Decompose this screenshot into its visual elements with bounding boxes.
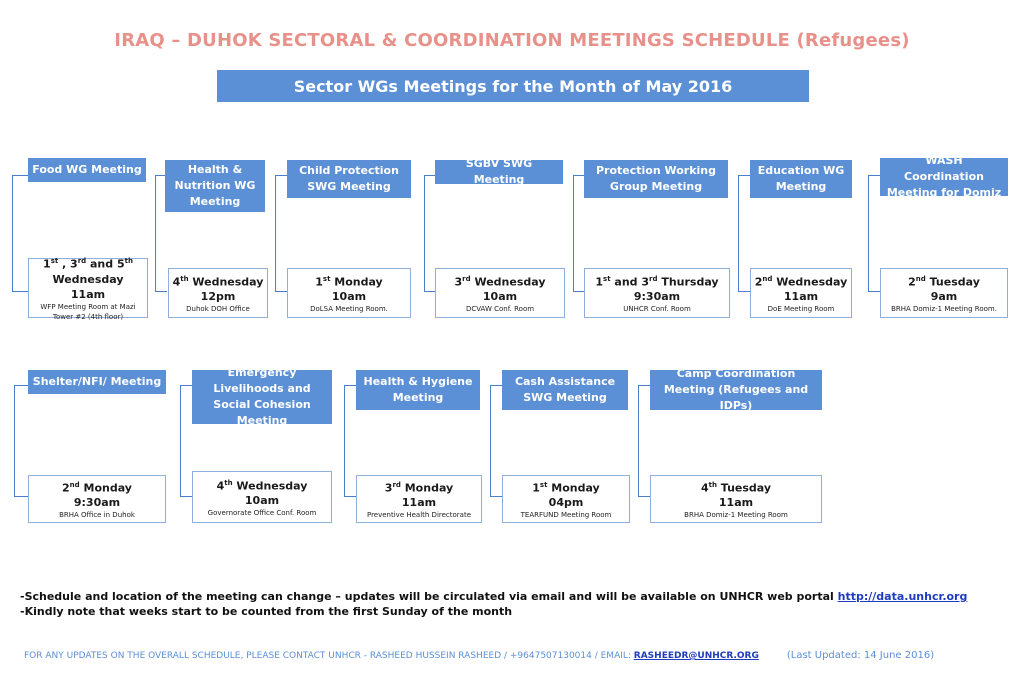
meeting-title-health-nutrition-wg-meeting: Health & Nutrition WG Meeting [165, 160, 265, 212]
meeting-time: 9:30am [633, 290, 681, 304]
meeting-time: 10am [331, 290, 367, 304]
meeting-location: WFP Meeting Room at Mazi Tower #2 (4th floor) [40, 302, 136, 321]
meeting-day: 1st Monday [532, 480, 600, 495]
note-weeks: -Kindly note that weeks start to be counted from the first Sunday of the month [20, 605, 513, 618]
meeting-location: DoLSA Meeting Room. [310, 305, 388, 314]
footer-contact: FOR ANY UPDATES ON THE OVERALL SCHEDULE, PLEASE CONTACT UNHCR - RASHEED HUSSEIN RASHEED / +9647507130014 / EMAIL: [24, 651, 634, 661]
meeting-location: BRHA Domiz-1 Meeting Room [684, 511, 788, 520]
footer [24, 650, 934, 661]
meeting-details-health-hygiene-meeting [356, 475, 482, 523]
meeting-day: 1st , 3rd and 5th [43, 257, 133, 271]
meeting-title-cash-assistance-swg-meeting: Cash Assistance SWG Meeting [502, 370, 628, 410]
page-title: IRAQ – DUHOK SECTORAL & COORDINATION MEETINGS SCHEDULE (Refugees) [114, 30, 910, 51]
meeting-day: 3rd Monday [384, 480, 454, 495]
note-schedule-change [20, 590, 967, 603]
meeting-day: 4th Wednesday [216, 478, 308, 493]
meeting-details-education-wg-meeting [750, 268, 852, 318]
meeting-location: UNHCR Conf. Room [623, 305, 691, 314]
meeting-time: 04pm [548, 496, 584, 510]
meeting-time: 11am [718, 496, 754, 510]
meeting-details-emergency-livelihoods-and-social-cohesion-meeting [192, 471, 332, 523]
meeting-title-camp-coordination-meeting-refugees-and-idps: Camp Coordination Meeting (Refugees and IDPs) [650, 370, 822, 410]
last-updated: (Last Updated: 14 June 2016) [786, 650, 935, 661]
meeting-details-shelter-nfi-meeting [28, 475, 166, 523]
meeting-day: 3rd Wednesday [454, 274, 546, 289]
meeting-title-wash-coordination-meeting-for-domiz: WASH Coordination Meeting for Domiz [880, 158, 1008, 196]
meeting-weekday: Wednesday [52, 272, 124, 286]
meeting-time: 9am [930, 290, 958, 304]
meeting-location: DCVAW Conf. Room [465, 305, 535, 314]
meeting-location: Preventive Health Directorate [366, 511, 472, 520]
meeting-title-child-protection-swg-meeting: Child Protection SWG Meeting [287, 160, 411, 198]
subtitle-banner: Sector WGs Meetings for the Month of May 2016 [217, 70, 809, 102]
meeting-title-shelter-nfi-meeting: Shelter/NFI/ Meeting [28, 370, 166, 394]
meeting-title-education-wg-meeting: Education WG Meeting [750, 160, 852, 198]
meeting-time: 10am [482, 290, 518, 304]
contact-email-link[interactable]: RASHEEDR@UNHCR.ORG [633, 651, 759, 661]
meeting-location: Governorate Office Conf. Room [207, 509, 317, 518]
meeting-day: 2nd Monday [62, 480, 132, 495]
meeting-location: BRHA Domiz-1 Meeting Room. [891, 305, 997, 314]
meeting-details-food-wg-meeting [28, 257, 148, 321]
meeting-title-emergency-livelihoods-and-social-cohesion-meeting: Emergency Livelihoods and Social Cohesion Meeting [192, 370, 332, 424]
meeting-title-food-wg-meeting: Food WG Meeting [28, 158, 146, 182]
meeting-details-wash-coordination-meeting-for-domiz [880, 268, 1008, 318]
meeting-details-sgbv-swg-meeting [435, 268, 565, 318]
meeting-day: 2nd Tuesday [908, 274, 980, 289]
meeting-time: 11am [783, 290, 819, 304]
meeting-location: TEARFUND Meeting Room [520, 511, 612, 520]
meeting-details-camp-coordination-meeting-refugees-and-idps [650, 475, 822, 523]
meeting-title-sgbv-swg-meeting: SGBV SWG Meeting [435, 160, 563, 184]
meeting-time: 11am [70, 287, 106, 301]
meeting-details-health-nutrition-wg-meeting [168, 268, 268, 318]
meeting-details-child-protection-swg-meeting [287, 268, 411, 318]
meeting-time: 9:30am [73, 496, 121, 510]
meeting-day: 1st Monday [315, 274, 383, 289]
meeting-details-protection-working-group-meeting [584, 268, 730, 318]
meeting-title-protection-working-group-meeting: Protection Working Group Meeting [584, 160, 728, 198]
meeting-location: DoE Meeting Room [767, 305, 835, 314]
meeting-day: 4th Tuesday [700, 480, 772, 495]
meeting-day: 2nd Wednesday [754, 274, 848, 289]
meeting-location: BRHA Office in Duhok [59, 511, 135, 520]
meeting-time: 11am [401, 496, 437, 510]
meeting-day: 1st and 3rd Thursday [595, 274, 719, 289]
meeting-details-cash-assistance-swg-meeting [502, 475, 630, 523]
meeting-location: Duhok DOH Office [186, 305, 250, 314]
meeting-title-health-hygiene-meeting: Health & Hygiene Meeting [356, 370, 480, 410]
meeting-day: 4th Wednesday [172, 274, 264, 289]
meeting-time: 10am [244, 494, 280, 508]
unhcr-portal-link[interactable]: http://data.unhcr.org [837, 590, 968, 603]
meeting-time: 12pm [200, 290, 236, 304]
note-text: -Schedule and location of the meeting can change – updates will be circulated via email and will be available on UNHCR web portal [20, 590, 838, 603]
